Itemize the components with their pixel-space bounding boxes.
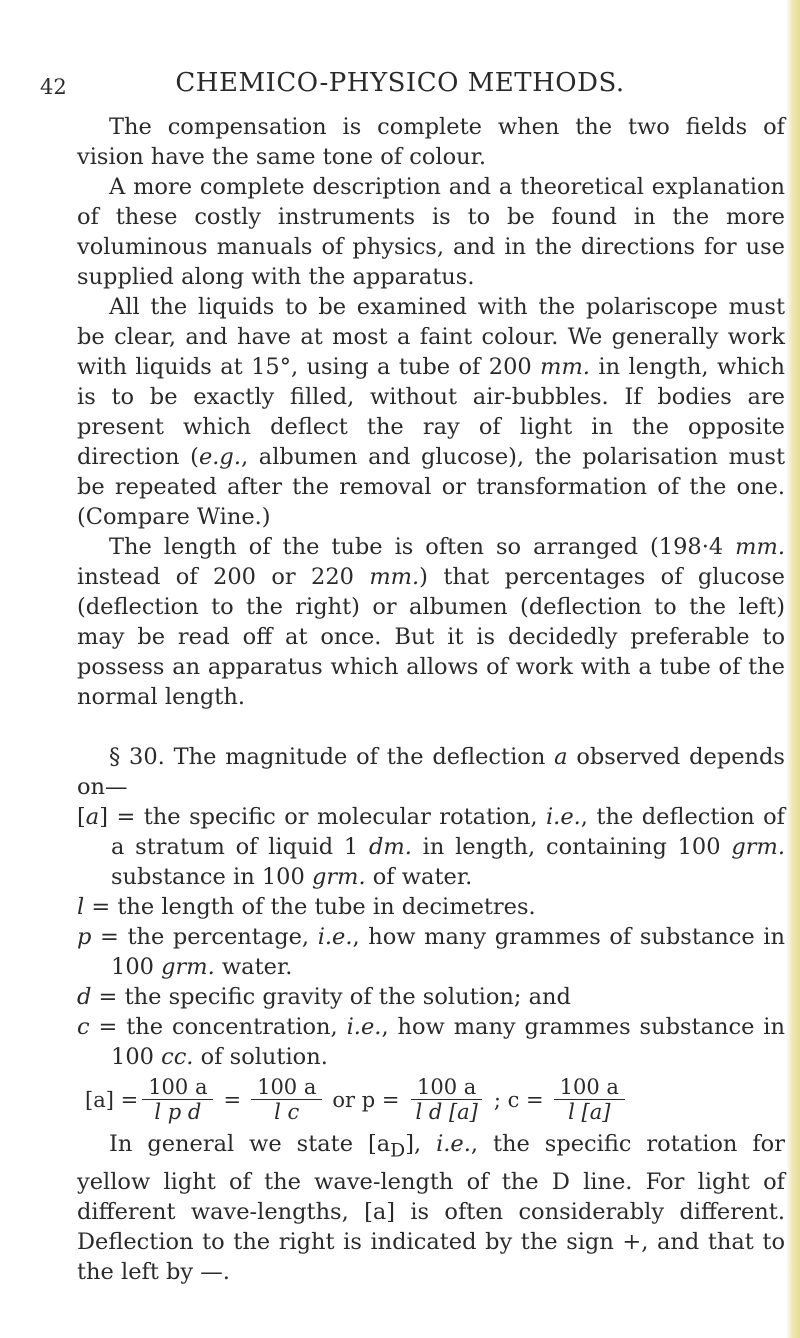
paragraph-compensation: The compensation is complete when the two fields of vision have the same tone of colour. — [77, 114, 785, 170]
formula-fraction-3: $\frac{100 a}{\text{l d [a]}}$ — [409, 1076, 483, 1123]
definition-percentage: p = the percentage, i.e., how many grammes of substance in 100 grm. water. — [77, 924, 785, 980]
definition-specific-rotation: [a] = the specific or molecular rotation, i.e., the deflection of a stratum of liquid 1 dm. in length, containing 100 grm. substance in 100 grm. of water. — [77, 804, 785, 890]
formula-fraction-2: $\frac{100 a}{\text{l c}}$ — [251, 1076, 322, 1123]
formula-or-p: or p = — [332, 1087, 400, 1112]
paragraph-description: A more complete description and a theoretical explanation of these costly instruments is to be found in the more voluminous manuals of physics, and in the directions for use supplied along with the apparatus. — [77, 174, 785, 290]
definition-length: l = the length of the tube in decimetres. — [77, 894, 536, 920]
formula-lhs: [a] = — [85, 1087, 139, 1112]
formula-fraction-1: $\frac{100 a}{\text{l p d}}$ — [142, 1076, 213, 1123]
paragraph-general-state: In general we state $[a_D]$, i.e., the specific rotation for yellow light of the wave-length of the D line. For light of different wave-lengths, [a] is often considerably different. Deflection to the right is indicated by the sign +, and that to the left by —. — [77, 1131, 785, 1285]
body-text — [77, 112, 785, 1287]
definition-specific-gravity: d = the specific gravity of the solution; and — [77, 984, 571, 1010]
paragraph-liquids: All the liquids to be examined with the polariscope must be clear, and have at most a faint colour. We generally work with liquids at 15°, using a tube of 200 mm. in length, which is to be exactly filled, without air-bubbles. If bodies are present which deflect the ray of light in the opposite direction (e.g., albumen and glucose), the polarisation must be repeated after the removal or transformation of the one. (Compare Wine.) — [77, 294, 785, 530]
formula-fraction-4: $\frac{100 a}{l [a]}$ — [554, 1076, 625, 1123]
page-number: 42 — [40, 75, 67, 99]
formula-c-equals: ; c = — [493, 1087, 544, 1112]
rotation-formula — [77, 1076, 785, 1123]
definition-concentration: c = the concentration, i.e., how many grammes substance in 100 cc. of solution. — [77, 1014, 785, 1070]
formula-equals: = — [223, 1087, 242, 1112]
section-30-heading: § 30. The magnitude of the deflection a observed depends on— — [77, 744, 785, 800]
paragraph-tube-length: The length of the tube is often so arranged (198·4 mm. instead of 200 or 220 mm.) that percentages of glucose (deflection to the right) or albumen (deflection to the left) may be read off at once. But it is decidedly preferable to possess an apparatus which allows of work with a tube of the normal length. — [77, 534, 785, 710]
running-head: CHEMICO-PHYSICO METHODS. — [175, 68, 625, 98]
page-edge — [786, 0, 800, 1338]
